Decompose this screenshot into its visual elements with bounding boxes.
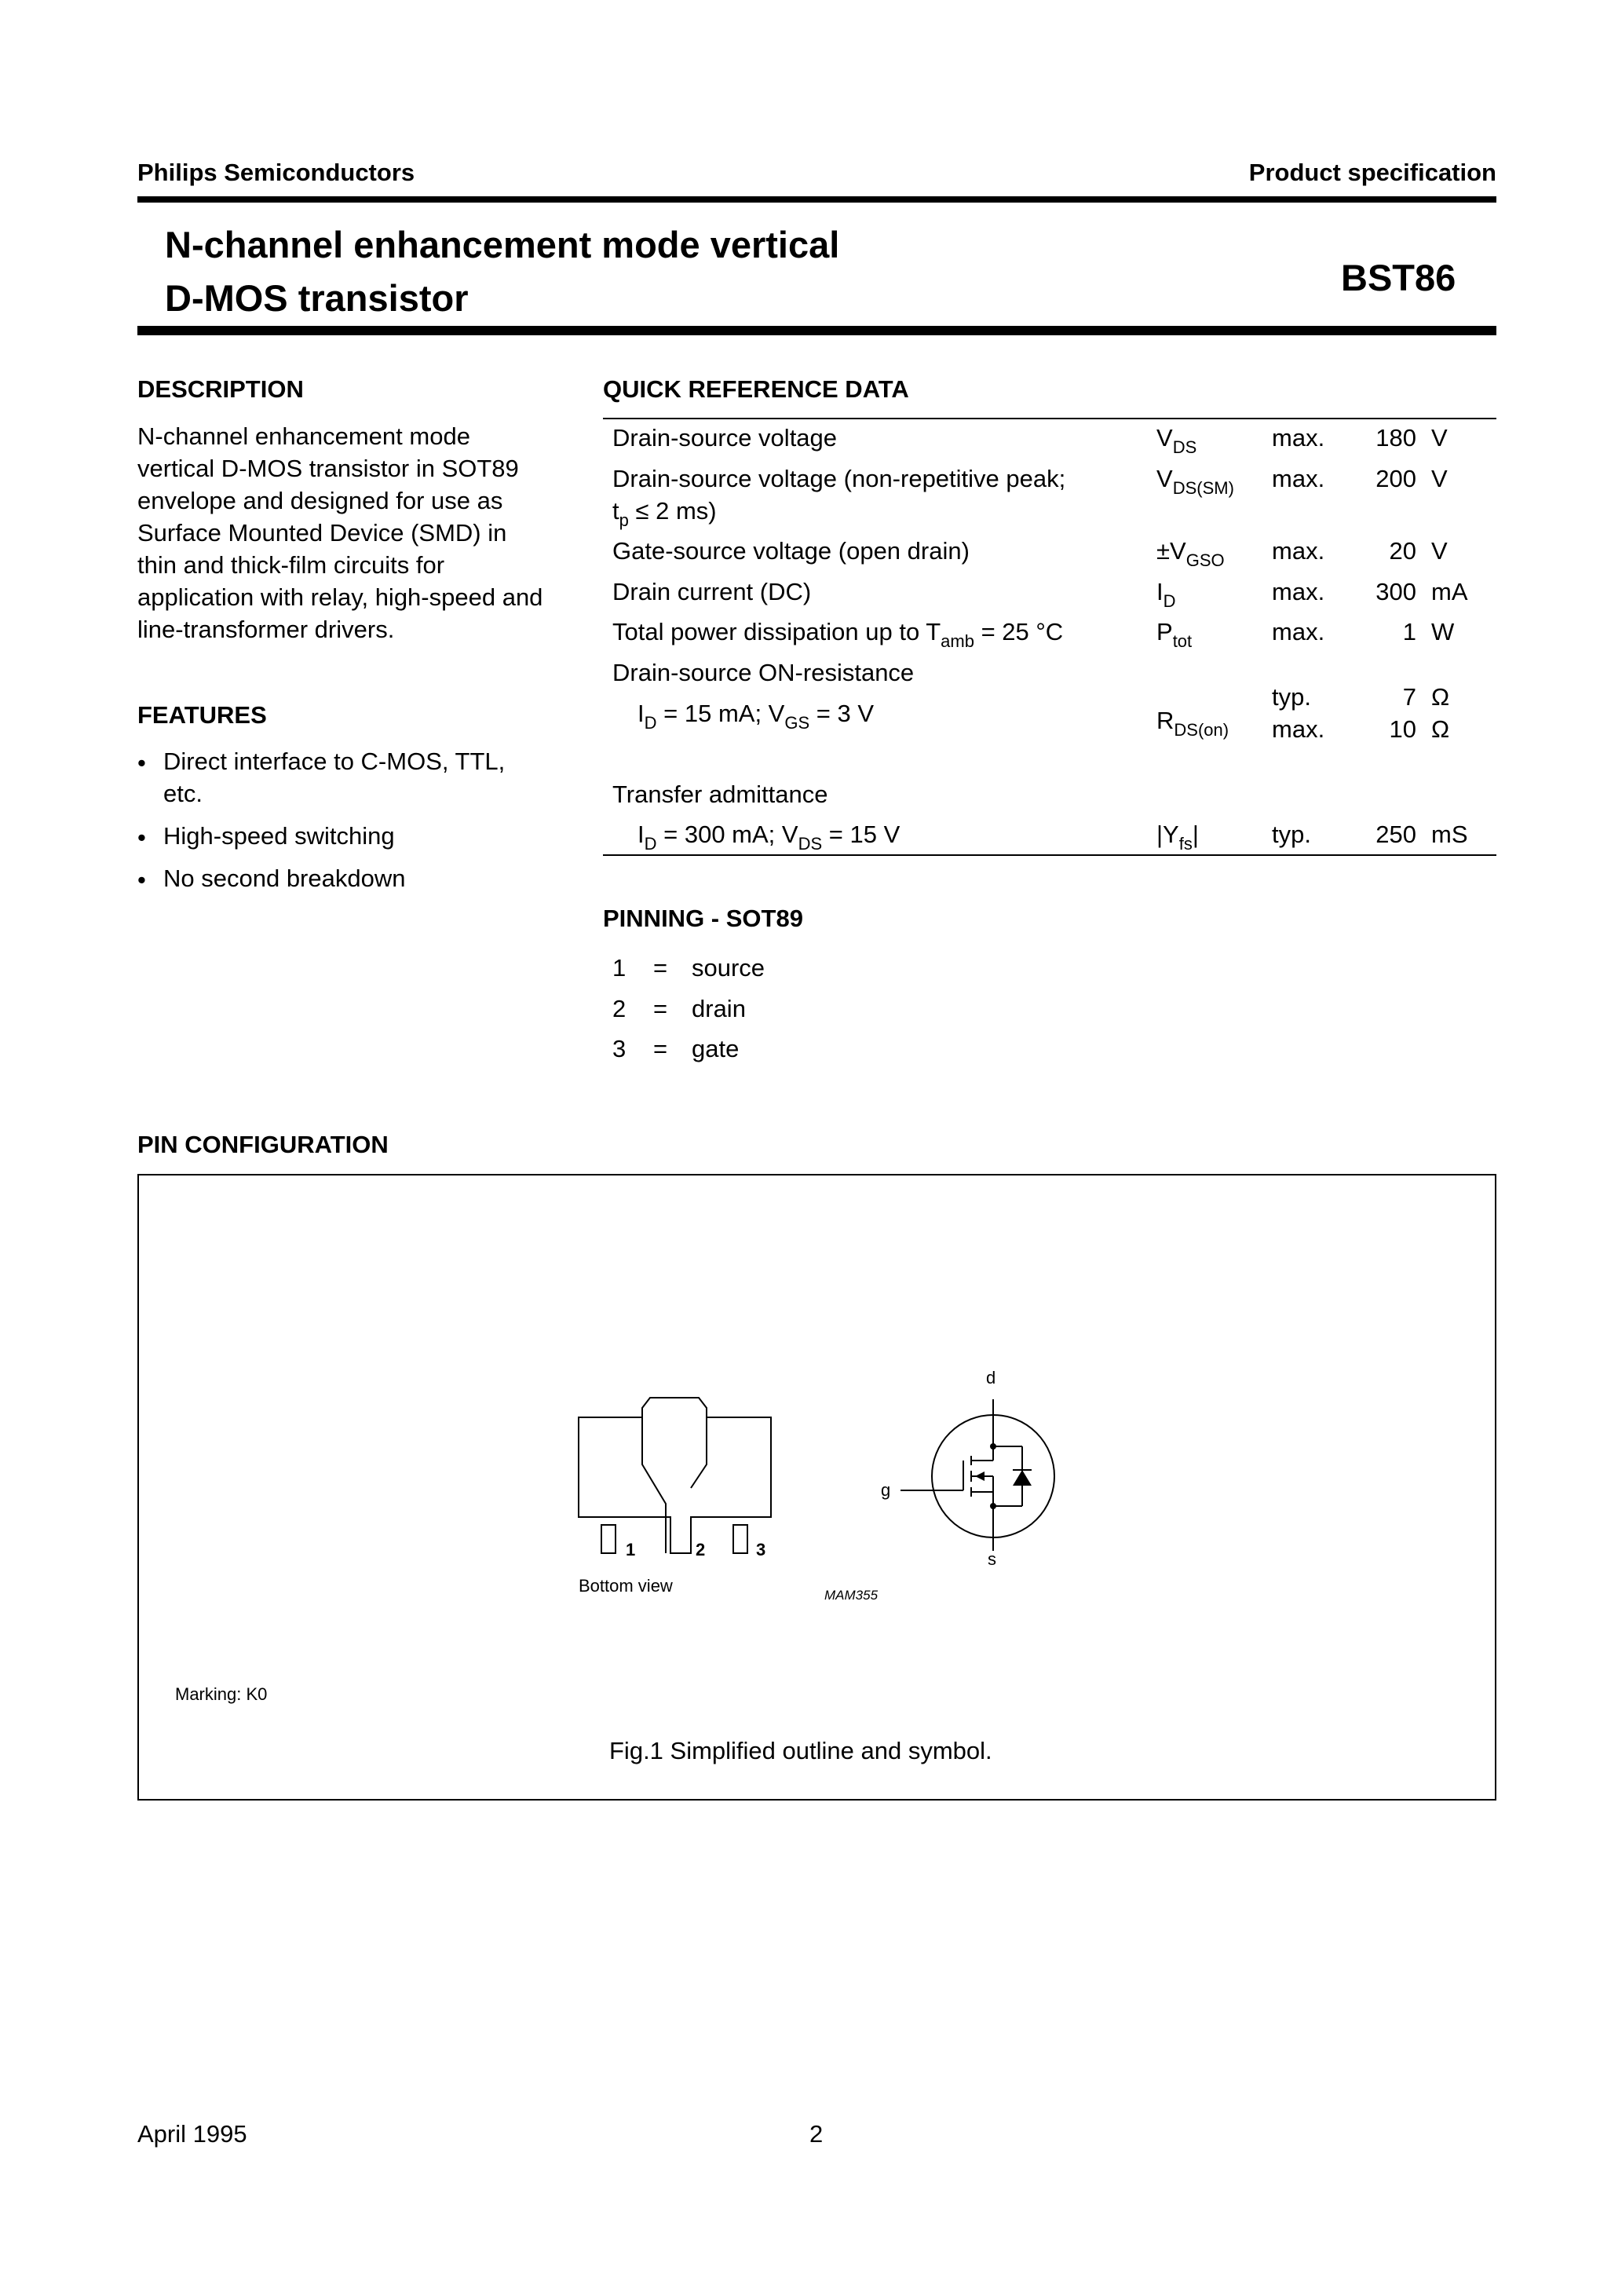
qr-unit: W xyxy=(1431,618,1455,645)
feature-item: Direct interface to C-MOS, TTL, xyxy=(163,748,506,775)
part-number: BST86 xyxy=(1341,257,1456,298)
qr-symbol: $V_{DS(SM)}$ xyxy=(1156,465,1234,498)
mosfet-symbol xyxy=(887,1390,1068,1570)
qr-unit: V xyxy=(1431,424,1448,452)
qr-value: 7 xyxy=(1402,683,1416,711)
pin-equals: = xyxy=(653,995,668,1022)
qr-unit: Ω xyxy=(1431,683,1450,711)
qr-qualifier: max. xyxy=(1272,537,1325,565)
page-number: 2 xyxy=(809,2120,824,2148)
feature-item-continued: etc. xyxy=(163,780,203,807)
qr-condition: $I_D = 300$ mA; $V_{DS} = 15$ V xyxy=(637,821,901,854)
qr-unit: V xyxy=(1431,537,1448,565)
qr-condition: $I_D = 15$ mA; $V_{GS} = 3$ V xyxy=(637,700,874,733)
description-line: application with relay, high-speed and xyxy=(137,583,543,611)
bullet-icon: • xyxy=(137,824,146,851)
qr-param: Gate-source voltage (open drain) xyxy=(612,537,970,565)
table-bottom-rule xyxy=(603,854,1496,856)
qr-param: Drain-source ON-resistance xyxy=(612,659,915,686)
description-line: line-transformer drivers. xyxy=(137,616,395,643)
source-label: s xyxy=(988,1549,996,1569)
qr-symbol: $\pm V_{GSO}$ xyxy=(1156,537,1225,570)
document-type: Product specification xyxy=(1248,159,1496,186)
pin-number: 1 xyxy=(612,954,627,982)
qr-symbol: $R_{DS(on)}$ xyxy=(1156,707,1229,740)
qr-unit: mS xyxy=(1431,821,1468,848)
header-rule xyxy=(137,196,1496,203)
qr-value: 1 xyxy=(1402,618,1416,645)
sot89-outline-drawing xyxy=(573,1390,777,1574)
pin-name: gate xyxy=(692,1035,740,1062)
qr-unit: Ω xyxy=(1431,715,1450,743)
drain-label: d xyxy=(986,1368,996,1387)
gate-label: g xyxy=(881,1480,891,1500)
qr-value: 200 xyxy=(1375,465,1416,492)
pin-number: 3 xyxy=(612,1035,627,1062)
description-line: vertical D-MOS transistor in SOT89 xyxy=(137,455,519,482)
qr-value: 10 xyxy=(1389,715,1416,743)
qr-qualifier: max. xyxy=(1272,424,1325,452)
table-top-rule xyxy=(603,418,1496,419)
qr-symbol: $I_D$ xyxy=(1156,578,1176,611)
company-name: Philips Semiconductors xyxy=(137,159,415,186)
title-line-2: D-MOS transistor xyxy=(165,277,469,319)
feature-item: No second breakdown xyxy=(163,865,406,892)
qr-value: 180 xyxy=(1375,424,1416,452)
package-body xyxy=(579,1398,771,1553)
qr-qualifier: typ. xyxy=(1272,821,1311,848)
pinning-heading: PINNING - SOT89 xyxy=(603,905,803,932)
qr-param: Drain current (DC) xyxy=(612,578,812,605)
description-line: envelope and designed for use as xyxy=(137,487,503,514)
qr-param: Drain-source voltage xyxy=(612,424,838,452)
qr-unit: mA xyxy=(1431,578,1468,605)
pin-name: drain xyxy=(692,995,746,1022)
qr-param-continued: $t_p \le 2$ ms) xyxy=(612,497,717,530)
bullet-icon: • xyxy=(137,749,146,777)
marking-code: Marking: K0 xyxy=(175,1684,268,1704)
pin-equals: = xyxy=(653,1035,668,1062)
qr-value: 20 xyxy=(1389,537,1416,565)
qr-param: Total power dissipation up to $T_{amb} = 25$ °C xyxy=(612,618,1064,651)
pin-label-3: 3 xyxy=(756,1540,766,1559)
qr-value: 250 xyxy=(1375,821,1416,848)
qr-symbol: $P_{tot}$ xyxy=(1156,618,1193,651)
title-rule xyxy=(137,326,1496,335)
pin-configuration-heading: PIN CONFIGURATION xyxy=(137,1131,389,1158)
title-line-1: N-channel enhancement mode vertical xyxy=(165,224,840,265)
qr-symbol: $|Y_{fs}|$ xyxy=(1156,821,1199,854)
channel-arrow xyxy=(975,1472,985,1481)
pin-label-1: 1 xyxy=(626,1540,636,1559)
description-heading: DESCRIPTION xyxy=(137,375,304,403)
pin-equals: = xyxy=(653,954,668,982)
qr-unit: V xyxy=(1431,465,1448,492)
features-heading: FEATURES xyxy=(137,701,267,729)
pin-number: 2 xyxy=(612,995,627,1022)
qr-qualifier: typ. xyxy=(1272,683,1311,711)
figure-caption: Fig.1 Simplified outline and symbol. xyxy=(609,1737,992,1764)
feature-item: High-speed switching xyxy=(163,822,395,850)
qr-param: Drain-source voltage (non-repetitive peak; xyxy=(612,465,1066,492)
pin-3-lead xyxy=(733,1525,747,1553)
body-diode xyxy=(1013,1470,1032,1486)
qr-qualifier: max. xyxy=(1272,465,1325,492)
pin-1-lead xyxy=(601,1525,616,1553)
pin-label-2: 2 xyxy=(696,1540,706,1559)
description-line: thin and thick-film circuits for xyxy=(137,551,445,579)
qr-qualifier: max. xyxy=(1272,618,1325,645)
bullet-icon: • xyxy=(137,866,146,894)
pin-configuration-frame xyxy=(137,1174,1496,1801)
footer-date: April 1995 xyxy=(137,2120,247,2148)
bottom-view-label: Bottom view xyxy=(579,1576,673,1596)
qr-value: 300 xyxy=(1375,578,1416,605)
description-text xyxy=(137,420,577,645)
qr-qualifier: max. xyxy=(1272,578,1325,605)
qr-qualifier: max. xyxy=(1272,715,1325,743)
description-line: N-channel enhancement mode xyxy=(137,422,470,450)
description-line: Surface Mounted Device (SMD) in xyxy=(137,519,507,547)
qr-symbol: $V_{DS}$ xyxy=(1156,424,1197,457)
pin-name: source xyxy=(692,954,765,982)
qr-param: Transfer admittance xyxy=(612,781,828,808)
quick-reference-heading: QUICK REFERENCE DATA xyxy=(603,375,909,403)
drawing-code: MAM355 xyxy=(824,1588,879,1603)
